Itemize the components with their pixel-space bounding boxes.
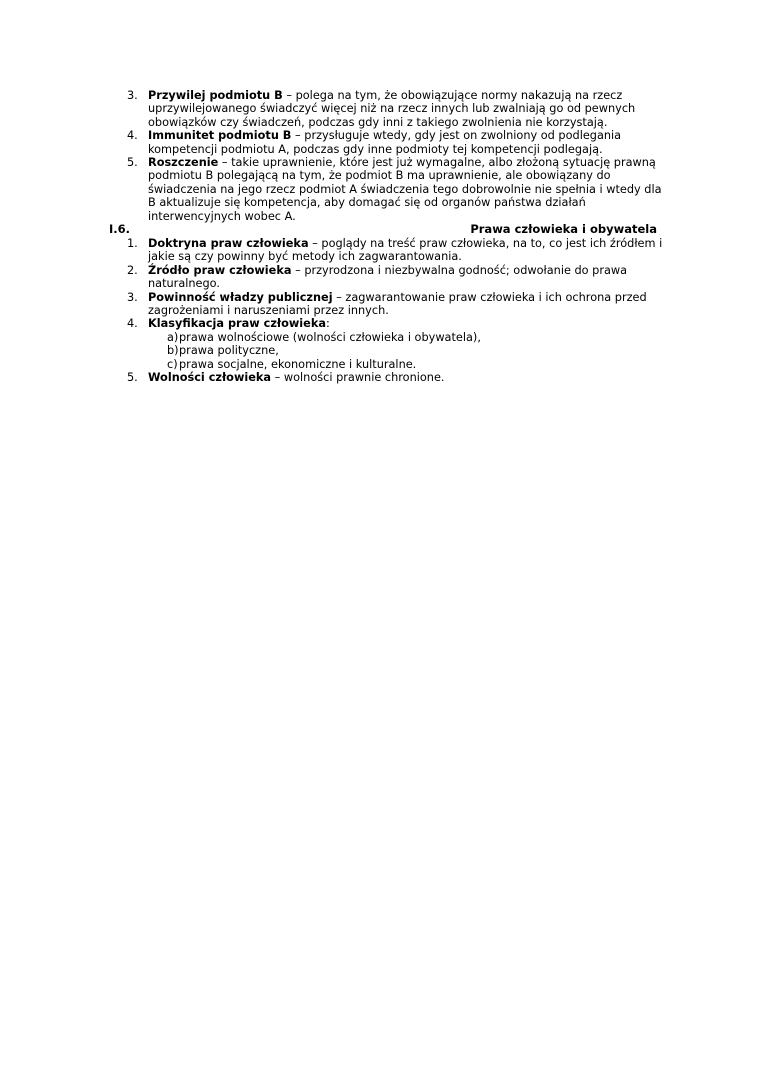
term-bold: Powinność władzy publicznej	[148, 290, 333, 304]
lettered-sublist	[148, 331, 668, 371]
sublist-text: prawa polityczne,	[179, 344, 279, 358]
list-number: 5.	[127, 371, 138, 385]
sublist-text: prawa socjalne, ekonomiczne i kulturalne.	[179, 357, 417, 371]
list-number: 2.	[127, 263, 138, 277]
definition-text: – polega na tym, że obowiązujące normy nakazują na rzecz uprzywilejowanego świadczyć więcej niż na rzecz innych lub zwalniają go od pewnych obowiązków czy świadczeń, podczas gdy inni z takiego zwolnienia nie korzystają.	[148, 89, 636, 129]
definition-text: – przysługuje wtedy, gdy jest on zwolniony od podlegania kompetencji podmiotu A, podczas gdy inne podmioty tej kompetencji podlegają.	[148, 129, 622, 156]
list-number: 1.	[127, 237, 138, 250]
sublist-item	[167, 344, 668, 357]
numbered-list-rights	[0, 89, 760, 223]
list-item-immunity	[0, 129, 668, 156]
numbered-list-human-rights	[0, 237, 760, 384]
list-number: 4.	[127, 317, 138, 331]
term-bold: Przywilej podmiotu B	[148, 89, 283, 102]
list-number: 3.	[127, 290, 138, 304]
sublist-item	[167, 358, 668, 371]
definition-text: – wolności prawnie chronione.	[271, 371, 445, 385]
list-item-duty	[0, 291, 668, 318]
sublist-text: prawa wolnościowe (wolności człowieka i obywatela),	[179, 330, 481, 344]
section-heading	[109, 223, 657, 237]
list-item-freedoms	[0, 371, 668, 384]
definition-text: :	[325, 317, 330, 331]
definition-text: – poglądy na treść praw człowieka, na to, co jest ich źródłem i jakie są czy powinny być metody ich zagwarantowania.	[148, 237, 663, 264]
term-bold: Klasyfikacja praw człowieka	[148, 317, 326, 331]
term-bold: Roszczenie	[148, 156, 219, 170]
list-item-source	[0, 264, 668, 291]
section-title: Prawa człowieka i obywatela	[470, 222, 657, 236]
definition-text: – zagwarantowanie praw człowieka i ich ochrona przed zagrożeniami i naruszeniami przez innych.	[148, 290, 647, 318]
list-item-claim	[0, 156, 668, 223]
definition-text: – takie uprawnienie, które jest już wymagalne, albo złożoną sytuację prawną podmiotu B polegającą na tym, że podmiot B ma uprawnienie, ale obowiązany do świadczenia na jego rzecz podmiot A świadczenia tego dobrowolnie nie spełnia i wtedy dla B aktualizuje się kompetencja, aby domagać się od organów państwa działań interwencyjnych wobec A.	[148, 156, 662, 223]
term-bold: Źródło praw człowieka	[148, 263, 292, 277]
term-bold: Immunitet podmiotu B	[148, 129, 292, 143]
list-number: 5.	[127, 156, 138, 170]
list-number: 3.	[127, 89, 138, 102]
term-bold: Doktryna praw człowieka	[148, 237, 309, 250]
definition-text: – przyrodzona i niezbywalna godność; odwołanie do prawa naturalnego.	[148, 263, 628, 291]
sublist-letter: a)	[167, 330, 179, 344]
sublist-letter: c)	[167, 357, 178, 371]
list-item-doctrine	[0, 237, 668, 264]
list-number: 4.	[127, 129, 138, 143]
section-number: I.6.	[109, 222, 131, 236]
list-item-privilege	[0, 89, 668, 129]
term-bold: Wolności człowieka	[148, 371, 272, 385]
sublist-letter: b)	[167, 344, 179, 358]
list-item-classification	[0, 317, 668, 371]
sublist-item	[167, 331, 668, 344]
